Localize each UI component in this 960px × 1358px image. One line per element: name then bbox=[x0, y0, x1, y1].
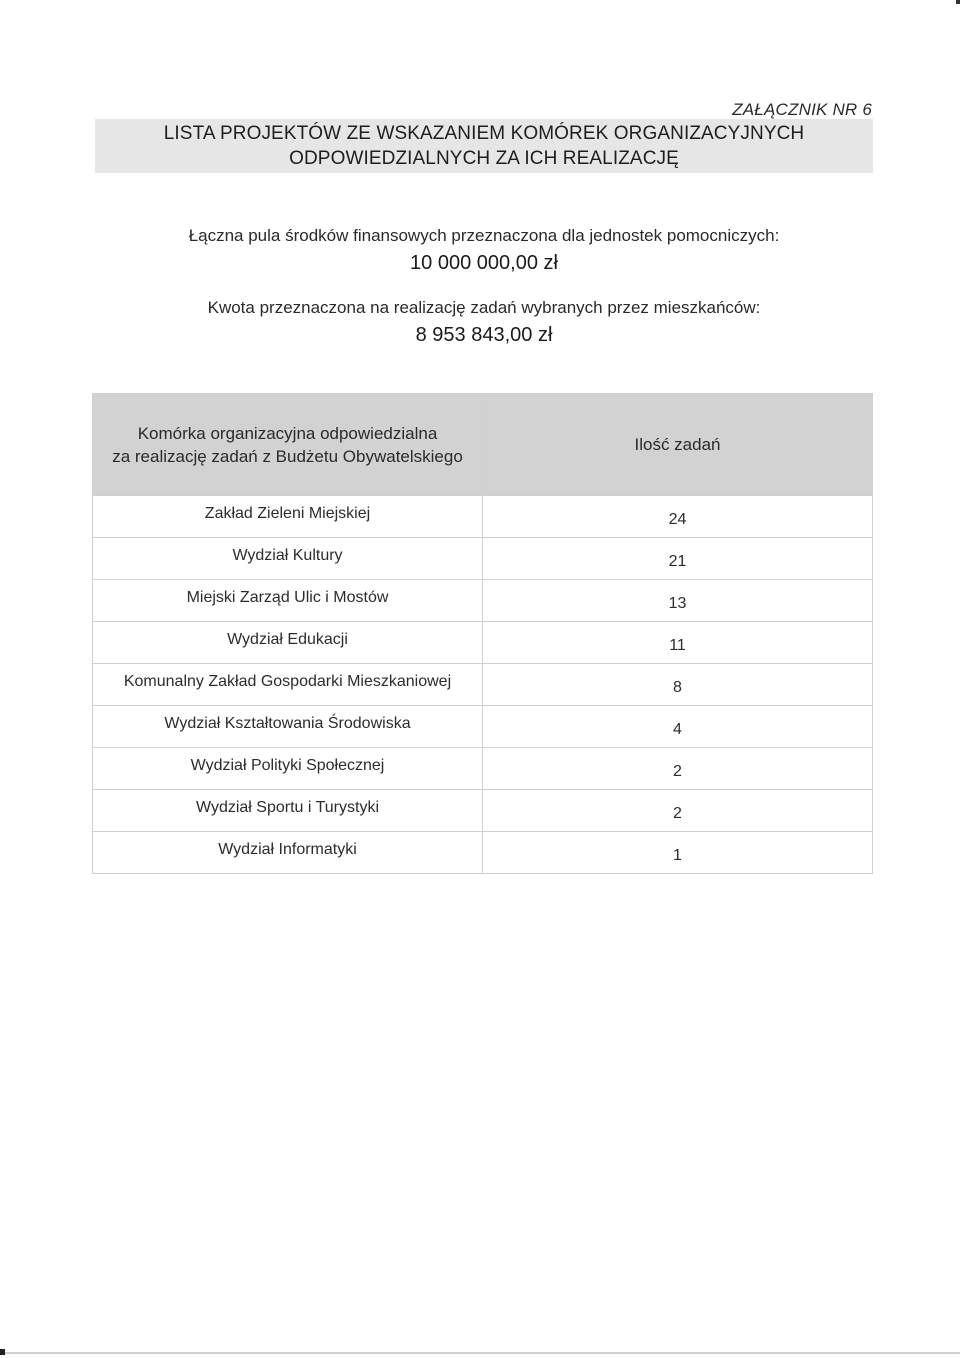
row-unit: Wydział Sportu i Turystyki bbox=[93, 790, 483, 832]
title-line-1: LISTA PROJEKTÓW ZE WSKAZANIEM KOMÓREK ORGANIZACYJNYCH bbox=[163, 123, 805, 144]
selected-amount-block bbox=[95, 297, 873, 349]
header-unit bbox=[93, 394, 483, 496]
selected-amount-value: 8 953 843,00 zł bbox=[415, 324, 553, 346]
table-header-row bbox=[93, 394, 873, 496]
row-count: 11 bbox=[483, 622, 873, 664]
row-count: 21 bbox=[483, 538, 873, 580]
table-row bbox=[93, 664, 873, 706]
title-line-2: ODPOWIEDZIALNYCH ZA ICH REALIZACJĘ bbox=[289, 148, 679, 169]
table-row bbox=[93, 790, 873, 832]
table-row bbox=[93, 622, 873, 664]
row-unit: Wydział Polityki Społecznej bbox=[93, 748, 483, 790]
row-unit: Wydział Edukacji bbox=[93, 622, 483, 664]
table-row bbox=[93, 832, 873, 874]
row-unit: Wydział Kształtowania Środowiska bbox=[93, 706, 483, 748]
row-count: 2 bbox=[483, 790, 873, 832]
table-row bbox=[93, 748, 873, 790]
document-title bbox=[95, 119, 873, 173]
table-row bbox=[93, 706, 873, 748]
row-unit: Komunalny Zakład Gospodarki Mieszkaniowej bbox=[93, 664, 483, 706]
table-row bbox=[93, 580, 873, 622]
row-unit: Wydział Kultury bbox=[93, 538, 483, 580]
row-count: 2 bbox=[483, 748, 873, 790]
row-count: 8 bbox=[483, 664, 873, 706]
scan-mark-top-right bbox=[956, 0, 960, 4]
header-unit-line-2: za realizację zadań z Budżetu Obywatelskiego bbox=[112, 446, 463, 466]
table-row bbox=[93, 538, 873, 580]
row-unit: Miejski Zarząd Ulic i Mostów bbox=[93, 580, 483, 622]
row-unit: Zakład Zieleni Miejskiej bbox=[93, 496, 483, 538]
row-count: 1 bbox=[483, 832, 873, 874]
row-count: 4 bbox=[483, 706, 873, 748]
annex-label: ZAŁĄCZNIK NR 6 bbox=[732, 100, 872, 119]
row-count: 24 bbox=[483, 496, 873, 538]
scan-mark-bottom-left bbox=[0, 1349, 5, 1355]
total-pool-label: Łączna pula środków finansowych przeznaczona dla jednostek pomocniczych: bbox=[188, 226, 780, 245]
header-count: Ilość zadań bbox=[483, 394, 873, 496]
scan-edge-line bbox=[0, 1352, 960, 1354]
total-pool-block bbox=[95, 225, 873, 277]
total-pool-value: 10 000 000,00 zł bbox=[410, 252, 558, 274]
units-table bbox=[92, 393, 873, 874]
row-count: 13 bbox=[483, 580, 873, 622]
header-unit-line-1: Komórka organizacyjna odpowiedzialna bbox=[137, 423, 438, 443]
selected-amount-label: Kwota przeznaczona na realizację zadań wybranych przez mieszkańców: bbox=[207, 298, 761, 317]
row-unit: Wydział Informatyki bbox=[93, 832, 483, 874]
table-row bbox=[93, 496, 873, 538]
